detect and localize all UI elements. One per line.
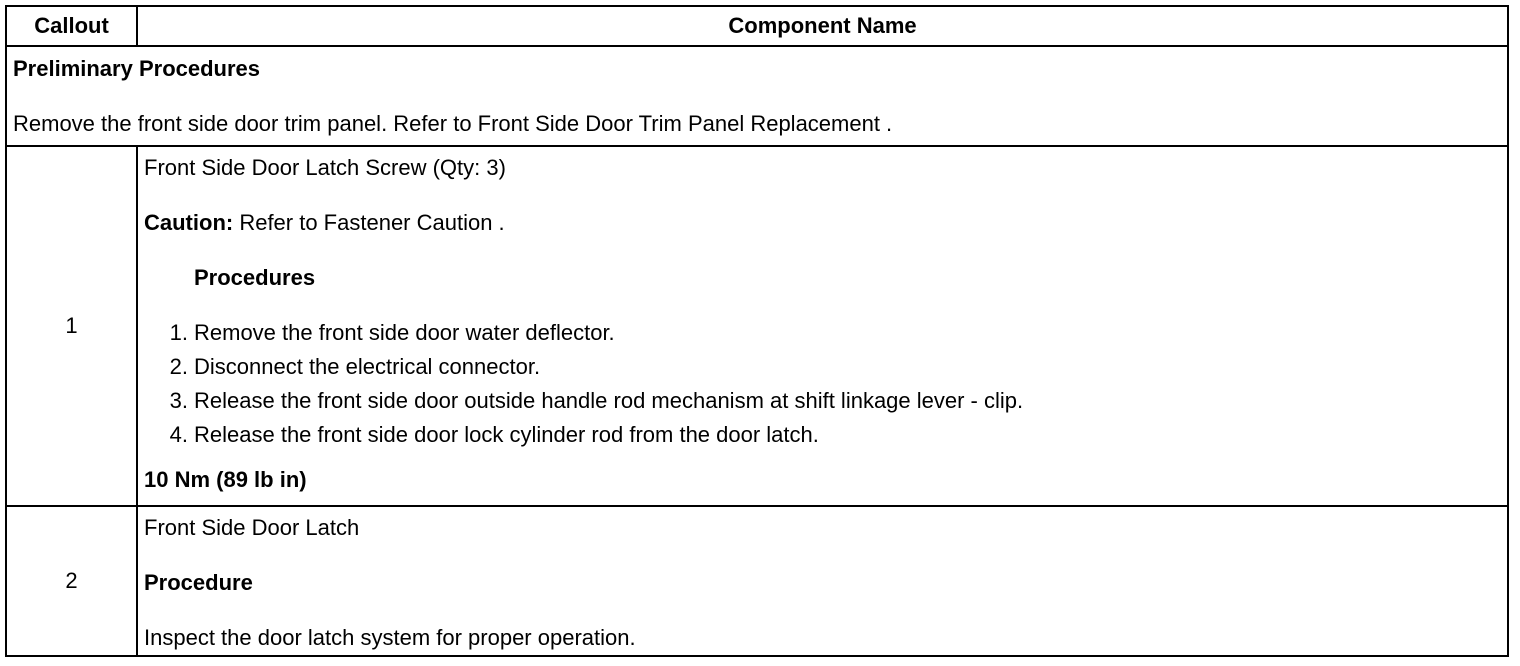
callout-header: Callout xyxy=(6,6,137,46)
step-text: Disconnect the electrical connector. xyxy=(194,354,541,379)
torque-spec: 10 Nm (89 lb in) xyxy=(144,467,307,492)
step-number: 3. xyxy=(169,388,188,413)
step-text: Release the front side door lock cylinder rod from the door latch. xyxy=(194,422,819,447)
preliminary-title: Preliminary Procedures xyxy=(13,56,261,81)
list-item xyxy=(144,321,1507,345)
caution-label: Caution: xyxy=(144,210,234,235)
callout-number: 2 xyxy=(6,506,137,656)
component-cell xyxy=(137,146,1508,506)
step-number: 2. xyxy=(169,354,188,379)
procedures-heading: Procedures xyxy=(194,265,316,290)
caution-text: Refer to Fastener Caution . xyxy=(233,210,505,235)
list-item xyxy=(144,423,1507,447)
procedure-heading: Procedure xyxy=(144,570,253,595)
procedure-table xyxy=(5,5,1509,657)
step-text: Release the front side door outside handle rod mechanism at shift linkage lever - clip. xyxy=(194,388,1024,413)
procedure-steps xyxy=(144,321,1507,447)
component-cell xyxy=(137,506,1508,656)
callout-number: 1 xyxy=(6,146,137,506)
list-item xyxy=(144,389,1507,413)
step-text: Remove the front side door water deflector. xyxy=(194,320,615,345)
preliminary-row xyxy=(6,46,1508,146)
step-number: 4. xyxy=(169,422,188,447)
component-name: Front Side Door Latch xyxy=(144,515,360,540)
header-row xyxy=(6,6,1508,46)
procedure-text: Inspect the door latch system for proper operation. xyxy=(144,625,636,650)
component-name-header: Component Name xyxy=(137,6,1508,46)
component-name: Front Side Door Latch Screw (Qty: 3) xyxy=(144,155,506,180)
list-item xyxy=(144,355,1507,379)
preliminary-text: Remove the front side door trim panel. Refer to Front Side Door Trim Panel Replacement . xyxy=(13,111,893,136)
step-number: 1. xyxy=(169,320,188,345)
table-row xyxy=(6,506,1508,656)
table-row xyxy=(6,146,1508,506)
preliminary-cell xyxy=(6,46,1508,146)
caution-note xyxy=(144,211,1507,235)
